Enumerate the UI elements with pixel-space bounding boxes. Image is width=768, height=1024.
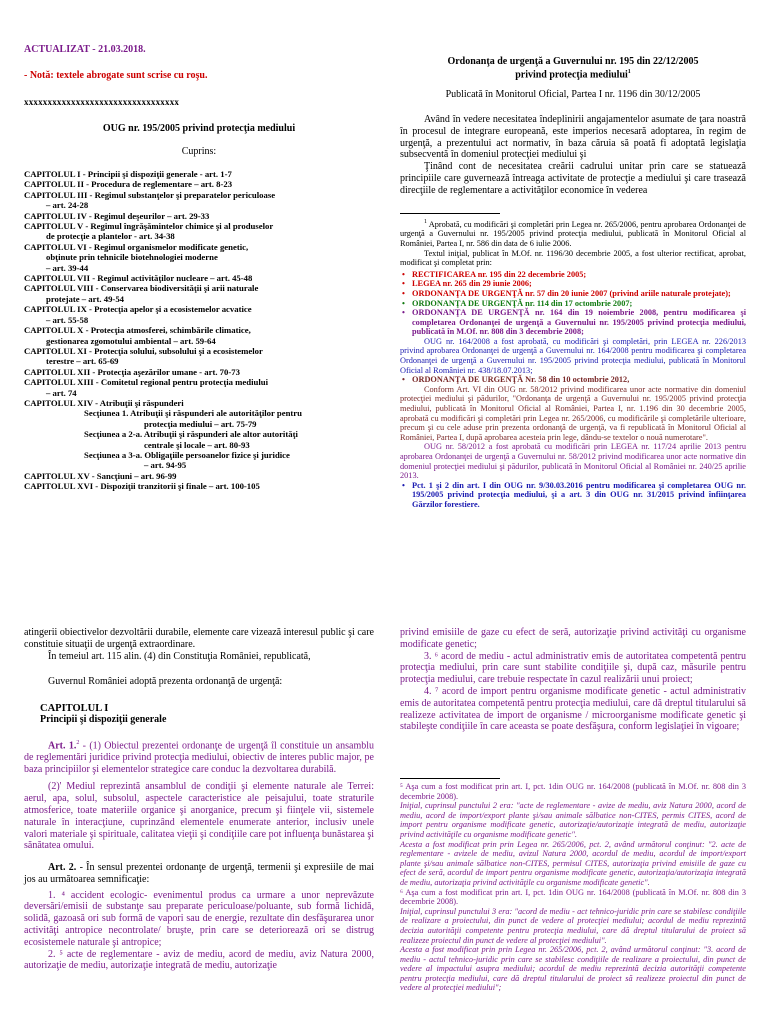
amendment-item: • ORDONANŢA DE URGENŢĂ nr. 164 din 19 noiembrie 2008, pentru modificarea şi completarea Ordonanţei de urgenţă a Guvernului nr. 195/2005 privind protecţia mediului, publicată în M.Of. nr. 808 din 3 decembrie 2008;: [400, 308, 746, 337]
footnote-6: ⁶ Aşa cum a fost modificat prin art. I, pct. 1din OUG nr. 164/2008 (publicată în M.Of. nr. 808 din 3 decembrie 2008).: [400, 887, 746, 907]
constitution-basis: În temeiul art. 115 alin. (4) din Constituţia României, republicată,: [48, 650, 311, 662]
toc-item: Secţiunea a 2-a. Atribuţii şi răspunderi ale altor autorităţi: [84, 429, 298, 440]
toc-item: CAPITOLUL VI - Regimul organismelor modificate genetic,: [24, 241, 249, 252]
definition-4: 4. ⁷ acord de import pentru organisme modificate genetic - actul administrativ emis de autoritatea competentă pentru protecţia mediului, care dă dreptul titularului să realizeze activitatea de import de organisme / microorganisme modificate genetic şi stabileşte condiţiile în care aceasta se poate desfăşura, conform legislaţiei în vigoare;: [400, 685, 746, 733]
chapter-subtitle: Principii şi dispoziţii generale: [40, 714, 167, 726]
amendment-item: OUG nr. 164/2008 a fost aprobată, cu modificări şi completări, prin LEGEA nr. 226/2013 privind aprobarea Ordonanţei de urgenţă a Guvernului nr. 164/2008 pentru modificarea şi completarea Ordonanţei de urgenţă a Guvernului nr. 195/2005 privind protecţia mediului, publicată în Monitorul Oficial al României nr. 438/18.07.2013;: [400, 336, 746, 375]
toc-item: CAPITOLUL IX - Protecţia apelor şi a ecosistemelor acvatice: [24, 304, 252, 315]
toc-item: Secţiunea a 3-a. Obligaţiile persoanelor fizice şi juridice: [84, 449, 290, 460]
toc-item: CAPITOLUL XIII - Comitetul regional pentru protecţia mediului: [24, 377, 268, 388]
amendment-item: OUG nr. 58/2012 a fost aprobată cu modificări prin LEGEA nr. 117/24 aprilie 2013 pentru aprobarea Ordonanţei de urgenţă a Guvernului nr. 58/2012 privind modificarea unor acte normative din domeniul protecţiei mediului şi pădurilor, publicată în Monitorul Oficial al României nr. 240/25 aprilie 2013.: [400, 442, 746, 481]
amendment-item: • ORDONANŢA DE URGENŢĂ Nr. 58 din 10 octombrie 2012,: [400, 375, 746, 385]
toc-item: CAPITOLUL VII - Regimul activităţilor nucleare – art. 45-48: [24, 273, 253, 284]
toc-item: CAPITOLUL XI - Protecţia solului, subsolului şi a ecosistemelor: [24, 345, 263, 356]
toc-item: CAPITOLUL III - Regimul substanţelor şi preparatelor periculoase: [24, 189, 276, 200]
preamble-paragraph-2: Ţinând cont de necesitatea creării cadrului unitar prin care se statuează principiile care guvernează întreaga activitate de protecţie a mediului şi care trasează direcţiile de reglementare a activităţilor economice în vederea: [400, 161, 746, 196]
toc-item: gestionarea zgomotului ambiental – art. 59-64: [46, 335, 216, 346]
amendment-item: Conform Art. VI din OUG nr. 58/2012 privind modificarea unor acte normative din domeniul protecţiei mediului şi pădurilor, "Ordonanţa de urgenţă a Guvernului nr. 195/2005 privind protecţia mediului, publicată în Monitorul Oficial al României, Partea I, nr. 1.196 din 30 decembrie 2005, aprobată cu modificări şi completări prin Legea nr. 265/2006, cu modificările şi completările ulterioare, precum şi cu cele aduse prin prezenta ordonanţă de urgenţă, va fi republicată în Monitorul Oficial al României, Partea I, după aprobarea acesteia prin lege, dându-se textelor o nouă numerotare".: [400, 384, 746, 442]
toc-item: – art. 94-95: [144, 460, 187, 471]
toc-item: terestre – art. 65-69: [46, 356, 119, 367]
toc-item: CAPITOLUL XIV - Atribuţii şi răspunderi: [24, 397, 184, 408]
abrogated-note: - Notă: textele abrogate sunt scrise cu roşu.: [24, 70, 208, 82]
toc-item: CAPITOLUL II - Procedura de reglementare – art. 8-23: [24, 179, 233, 190]
footnote-6-modified: Acesta a fost modificat prin prin Legea nr. 265/2006, pct. 2, având următorul conţinut: "3. acord de mediu - actul tehnico-juridic prin care se stabilesc condiţiile de realizare a proiectului, din punct de vedere al impactului asupra mediului; acordul de mediu reprezintă decizia autorităţii competente pentru protecţia mediului, care dă dreptul titularului de proiect să realizeze proiectul din punct de vedere al protecţiei mediului";: [400, 945, 746, 993]
chapter-title: CAPITOLUL I: [40, 703, 109, 715]
footnote-6-original: Iniţial, cuprinsul punctului 3 era: "acord de mediu - act tehnico-juridic prin care se stabilesc condiţiile de realizare a proiectului, din punct de vedere al protecţiei mediului; acordul de mediu reprezintă decizia autorităţii competente pentru protecţia mediului, care dă dreptul titularului de proiect să realizeze proiectul din punct de vedere al protecţiei mediului".: [400, 906, 746, 945]
article-2-intro: Art. 2. - În sensul prezentei ordonanţe de urgenţă, termenii şi expresiile de mai jos au următoarea semnificaţie:: [24, 862, 374, 885]
article-1-paragraph-1: Art. 1.$^2$ - (1) Obiectul prezentei ordonanţe de urgenţă îl constituie un ansamblu de reglementări juridice privind protecţia mediului, obiectiv de interes public major, pe baza principiilor şi elementelor strategice care conduc la dezvoltarea durabilă.: [24, 739, 374, 775]
amendment-item: • Pct. 1 şi 2 din art. I din OUG nr. 9/30.03.2016 pentru modificarea şi completarea OUG nr. 195/2005 privind protecţia mediului, şi a art. 3 din OUG nr. 31/2015 privind înfiinţarea Gărzilor forestiere.: [400, 481, 746, 510]
footnote-5-original: Iniţial, cuprinsul punctului 2 era: "acte de reglementare - avize de mediu, aviz Natura 2000, acord de mediu, acord de import/export plante şi/sau animale sălbatice non-CITES, permis CITES, acord de import pentru organisme modificate genetic, autorizaţie/autorizaţie integrată de mediu, autorizaţie privind activităţile cu organisme modificate genetic".: [400, 801, 746, 839]
footnote-1: [400, 218, 746, 510]
footnote-5: ⁵ Aşa cum a fost modificat prin art. I, pct. 1din OUG nr. 164/2008 (publicată în M.Of. nr. 808 din 3 decembrie 2008).: [400, 782, 746, 801]
toc-item: protecţia mediului – art. 75-79: [144, 418, 257, 429]
publication-info: Publicată în Monitorul Oficial, Partea I nr. 1196 din 30/12/2005: [445, 88, 701, 100]
toc-item: CAPITOLUL VIII - Conservarea biodiversităţii şi arii naturale: [24, 283, 259, 294]
footnote-1-intro: Textul iniţial, publicat în M.Of. nr. 1196/30 decembrie 2005, a fost ulterior rectificat, aprobat, modificat şi completat prin:: [400, 248, 746, 268]
toc-item: protejate – art. 49-54: [46, 293, 125, 304]
toc-column: [24, 44, 374, 492]
toc-item: centrale şi locale – art. 80-93: [144, 439, 250, 450]
definition-2-continuation: privind emisiile de gaze cu efect de seră, autorizaţie privind activităţi cu organisme modificate genetic;: [400, 627, 746, 650]
amendment-item: • ORDONANŢA DE URGENŢĂ nr. 114 din 17 octombrie 2007;: [400, 299, 746, 309]
toc-item: – art. 39-44: [46, 262, 89, 273]
definition-2: 2. ⁵ acte de reglementare - aviz de mediu, acord de mediu, aviz Natura 2000, autorizaţie de mediu, autorizaţie integrată de mediu, autorizaţie: [24, 948, 374, 972]
preamble-paragraph-1: Având în vedere necesitatea îndeplinirii angajamentelor asumate de ţara noastră în procesul de integrare europeană, este imperios necesară adoptarea, în regim de urgenţă, a prezentului act normativ, în baza căruia să poată fi adoptată legislaţia subsecventă în domeniul protecţiei mediului şi: [400, 113, 746, 161]
table-of-contents: [24, 169, 374, 492]
footnote-1-text: $^1$ Aprobată, cu modificări şi completări prin Legea nr. 265/2006, pentru aprobarea Ordonanţei de urgenţă a Guvernului nr. 195/2005 privind protecţia mediului, publicată în Monitorul Oficial al României, Partea I, nr. 586 din data de 6 iulie 2006.: [400, 219, 746, 248]
body-column-left: [24, 627, 374, 972]
amendment-item: • ORDONANŢA DE URGENŢĂ nr. 57 din 20 iunie 2007 (privind ariile naturale protejate);: [400, 289, 746, 299]
government-adopts: Guvernul României adoptă prezenta ordonanţă de urgenţă:: [48, 676, 283, 688]
toc-item: – art. 74: [46, 387, 77, 398]
amendment-list: [400, 270, 746, 510]
preamble-continuation: atingerii obiectivelor dezvoltării durabile, elemente care vizează interesul public şi care constituie situaţii de urgenţă extraordinare.: [24, 627, 374, 650]
footnote-separator: [400, 213, 500, 214]
toc-item: CAPITOLUL IV - Regimul deşeurilor – art. 29-33: [24, 210, 210, 221]
toc-item: CAPITOLUL XV - Sancţiuni – art. 96-99: [24, 470, 177, 481]
separator-line: xxxxxxxxxxxxxxxxxxxxxxxxxxxxxxxxx: [24, 97, 180, 108]
toc-item: – art. 24-28: [46, 200, 89, 211]
amendment-item: • RECTIFICAREA nr. 195 din 22 decembrie 2005;: [400, 270, 746, 280]
toc-item: CAPITOLUL V - Regimul îngrăşămintelor chimice şi al produselor: [24, 221, 274, 232]
body-column-right: [400, 627, 746, 733]
article-1-paragraph-2: (2)' Mediul reprezintă ansamblul de condiţii şi elemente naturale ale Terrei: aerul, apa, solul, subsolul, aspectele caracteristice ale peisajului, toate straturile atmosferice, toate materiile organice şi anorganice, precum şi fiinţele vii, sistemele naturale în interacţiune, cuprinzând elementele enumerate anterior, inclusiv unele valori materiale şi spirituale, calitatea vieţii şi condiţiile care pot influenţa bunăstarea şi sănătatea omului.: [24, 781, 374, 852]
ordinance-subtitle: privind protecţia mediului$^1$: [515, 69, 631, 81]
toc-item: CAPITOLUL X - Protecţia atmosferei, schimbările climatice,: [24, 325, 251, 336]
toc-item: – art. 55-58: [46, 314, 89, 325]
toc-item: Secţiunea 1. Atribuţii şi răspunderi ale autorităţilor pentru: [84, 408, 302, 419]
footnote-5-modified: Acesta a fost modificat prin prin Legea nr. 265/2006, pct. 2, având următorul conţinut: "2. acte de reglementare - avizele de mediu, avizul Natura 2000, acordul de mediu, acordul de import/export plante şi/sau animale sălbatice non-CITES, permisul CITES, autorizaţia privind emisiile de gaze cu efect de seră, acordul de import pentru organisme modificate genetic, autorizaţia/autorizaţia integrată de mediu, autorizaţia privind activităţile cu organisme modificate genetic".: [400, 839, 746, 887]
toc-item: CAPITOLUL I - Principii şi dispoziţii generale - art. 1-7: [24, 169, 232, 180]
toc-item: CAPITOLUL XVI - Dispoziţii tranzitorii şi finale – art. 100-105: [24, 481, 260, 492]
contents-label: Cuprins:: [181, 145, 217, 157]
definition-1: 1. ⁴ accident ecologic- evenimentul produs ca urmare a unor neprevăzute deversări/emisii de substanţe sau preparate periculoase/poluante, sub formă lichidă, solidă, gazoasă ori sub formă de vapori sau de energie, rezultate din desfăşurarea unor activităţi antropice necontrolate/ bruşte, prin care se deteriorează ori se distrug ecosistemele naturale şi antropice;: [24, 889, 374, 948]
footnote-separator-2: [400, 778, 500, 779]
footnotes-bottom: [400, 782, 746, 993]
definition-3: 3. ⁶ acord de mediu - actul administrativ emis de autoritatea competentă pentru protecţia mediului, prin care sunt stabilite condiţiile şi, după caz, măsurile pentru protecţia mediului, care trebuie respectate în cazul realizării unui proiect;: [400, 650, 746, 686]
updated-date: ACTUALIZAT - 21.03.2018.: [24, 44, 146, 55]
document-title: OUG nr. 195/2005 privind protecţia mediului: [102, 122, 296, 134]
header-column: [400, 56, 746, 197]
toc-item: obţinute prin tehnicile biotehnologiei moderne: [46, 252, 218, 263]
ordinance-title: Ordonanţa de urgenţă a Guvernului nr. 195 din 22/12/2005: [447, 56, 699, 67]
toc-item: de protecţie a plantelor - art. 34-38: [46, 231, 175, 242]
amendment-item: • LEGEA nr. 265 din 29 iunie 2006;: [400, 279, 746, 289]
toc-item: CAPITOLUL XII - Protecţia aşezărilor umane - art. 70-73: [24, 366, 240, 377]
